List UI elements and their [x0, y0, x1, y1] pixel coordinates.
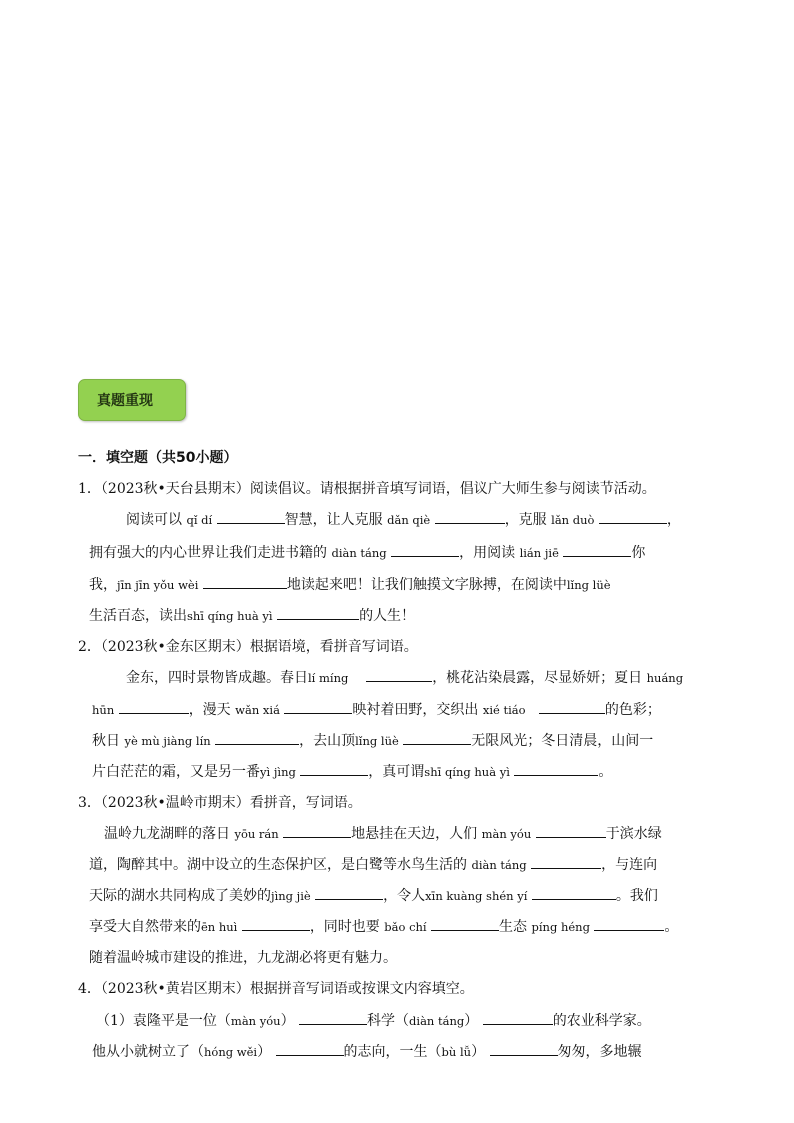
- pinyin: dǎn qiè: [387, 513, 431, 527]
- pinyin: hūn: [92, 703, 115, 717]
- answer-blank[interactable]: [490, 1042, 558, 1056]
- pinyin: màn yóu: [481, 827, 532, 841]
- q3-line-2: 道，陶醉其中。湖中设立的生态保护区，是白鹭等水鸟生活的 diàn táng ，与连向: [89, 857, 658, 873]
- answer-blank[interactable]: [315, 886, 383, 900]
- pinyin: lí míng: [308, 671, 349, 685]
- pinyin: jīn jīn yǒu wèi: [117, 578, 199, 592]
- pinyin: diàn táng: [409, 1014, 465, 1028]
- q1-prompt: 阅读倡议。请根据拼音填写词语，倡议广大师生参与阅读节活动。: [249, 481, 656, 497]
- pinyin: yōu rán: [234, 827, 279, 841]
- pinyin: lǐng lüè: [566, 578, 611, 592]
- pinyin: hóng wěi: [204, 1045, 258, 1059]
- pinyin: ēn huì: [201, 920, 238, 934]
- pinyin: huáng: [646, 671, 684, 685]
- answer-blank[interactable]: [366, 668, 432, 682]
- q3-title: [78, 793, 362, 813]
- answer-blank[interactable]: [536, 824, 606, 838]
- answer-blank[interactable]: [203, 575, 287, 589]
- answer-blank[interactable]: [539, 700, 605, 714]
- section-heading: 一．填空题（共50小题）: [78, 450, 238, 466]
- answer-blank[interactable]: [403, 731, 471, 745]
- answer-blank[interactable]: [277, 606, 359, 620]
- answer-blank[interactable]: [217, 510, 285, 524]
- pinyin: shī qíng huà yì: [424, 765, 510, 779]
- pinyin: lián jiē: [519, 546, 559, 560]
- answer-blank[interactable]: [514, 762, 598, 776]
- q3-line-5: 随着温岭城市建设的推进，九龙湖必将更有魅力。: [89, 950, 397, 966]
- q2-line-1: 金东，四时景物皆成趣。春日lí míng ，桃花沾染晨露，尽显娇妍；夏日 huáng: [126, 670, 684, 686]
- answer-blank[interactable]: [276, 1042, 344, 1056]
- pinyin: jìng jiè: [271, 889, 311, 903]
- pinyin: yì jìng: [260, 765, 296, 779]
- answer-blank[interactable]: [435, 510, 505, 524]
- pinyin: bǎo chí: [384, 920, 427, 934]
- q1-line-2: 拥有强大的内心世界让我们走进书籍的 diàn táng ，用阅读 lián jiē 你: [89, 545, 646, 561]
- pinyin: bù lǚ: [441, 1045, 472, 1059]
- q4-line-2: 他从小就树立了（hóng wěi） 的志向，一生（bù lǚ） 匆匆，多地辗: [92, 1044, 642, 1060]
- q4-title: [78, 979, 474, 999]
- pinyin: yè mù jiàng lín: [124, 734, 211, 748]
- q3-number: 3．: [78, 795, 101, 811]
- q1-line-3: 我，jīn jīn yǒu wèi 地读起来吧！让我们触摸文字脉搏，在阅读中lǐng lüè: [89, 577, 611, 593]
- pinyin: màn yóu: [230, 1014, 281, 1028]
- answer-blank[interactable]: [391, 543, 459, 557]
- q4-number: 4．: [78, 981, 101, 997]
- section-badge-label: 真题重现: [97, 393, 153, 409]
- pinyin: shī qíng huà yì: [187, 609, 273, 623]
- q4-prompt: 根据拼音写词语或按课文内容填空。: [249, 981, 474, 997]
- answer-blank[interactable]: [242, 917, 310, 931]
- q1-line-1: 阅读可以 qǐ dí 智慧，让人克服 dǎn qiè ，克服 lǎn duò ，: [126, 512, 681, 528]
- answer-blank[interactable]: [594, 917, 664, 931]
- q2-line-3: 秋日 yè mù jiàng lín ，去山顶lǐng lüè 无限风光；冬日清晨，山间一: [92, 733, 654, 749]
- pinyin: xié tiáo: [482, 703, 526, 717]
- pinyin: xīn kuàng shén yí: [425, 889, 528, 903]
- q3-source: （2023秋•温岭市期末）: [100, 795, 250, 811]
- q2-line-4: 片白茫茫的霜，又是另一番yì jìng ，真可谓shī qíng huà yì 。: [92, 764, 613, 780]
- q4-line-1: （1）袁隆平是一位（màn yóu） 科学（diàn táng） 的农业科学家。: [96, 1013, 651, 1029]
- pinyin: píng héng: [531, 920, 590, 934]
- q4-source: （2023秋•黄岩区期末）: [100, 981, 250, 997]
- pinyin: diàn táng: [331, 546, 387, 560]
- answer-blank[interactable]: [532, 886, 616, 900]
- q1-line-4: 生活百态，读出shī qíng huà yì 的人生！: [89, 608, 416, 624]
- q3-line-3: 天际的湖水共同构成了美妙的jìng jiè ，令人xīn kuàng shén yí 。我们: [89, 888, 658, 904]
- answer-blank[interactable]: [299, 1011, 367, 1025]
- answer-blank[interactable]: [215, 731, 299, 745]
- answer-blank[interactable]: [599, 510, 667, 524]
- q1-source: （2023秋•天台县期末）: [100, 481, 250, 497]
- q1-title: [78, 479, 656, 499]
- q2-prompt: 根据语境，看拼音写词语。: [249, 639, 418, 655]
- answer-blank[interactable]: [283, 824, 351, 838]
- answer-blank[interactable]: [563, 543, 631, 557]
- q2-line-2: hūn ，漫天 wǎn xiá 映衬着田野，交织出 xié tiáo 的色彩；: [92, 702, 661, 718]
- answer-blank[interactable]: [483, 1011, 553, 1025]
- q1-number: 1．: [78, 481, 101, 497]
- q2-source: （2023秋•金东区期末）: [100, 639, 250, 655]
- pinyin: qǐ dí: [186, 513, 213, 527]
- pinyin: diàn táng: [471, 858, 527, 872]
- q3-line-1: 温岭九龙湖畔的落日 yōu rán 地悬挂在天边，人们 màn yóu 于滨水绿: [104, 826, 662, 842]
- q3-prompt: 看拼音，写词语。: [249, 795, 362, 811]
- q2-title: [78, 637, 418, 657]
- pinyin: lǐng lüè: [355, 734, 399, 748]
- section-badge: [78, 379, 186, 421]
- answer-blank[interactable]: [531, 855, 601, 869]
- answer-blank[interactable]: [300, 762, 368, 776]
- answer-blank[interactable]: [119, 700, 189, 714]
- answer-blank[interactable]: [431, 917, 499, 931]
- q3-line-4: 享受大自然带来的ēn huì ，同时也要 bǎo chí 生态 píng héng 。: [89, 919, 679, 935]
- q2-number: 2．: [78, 639, 101, 655]
- pinyin: wǎn xiá: [235, 703, 280, 717]
- pinyin: lǎn duò: [551, 513, 595, 527]
- answer-blank[interactable]: [284, 700, 352, 714]
